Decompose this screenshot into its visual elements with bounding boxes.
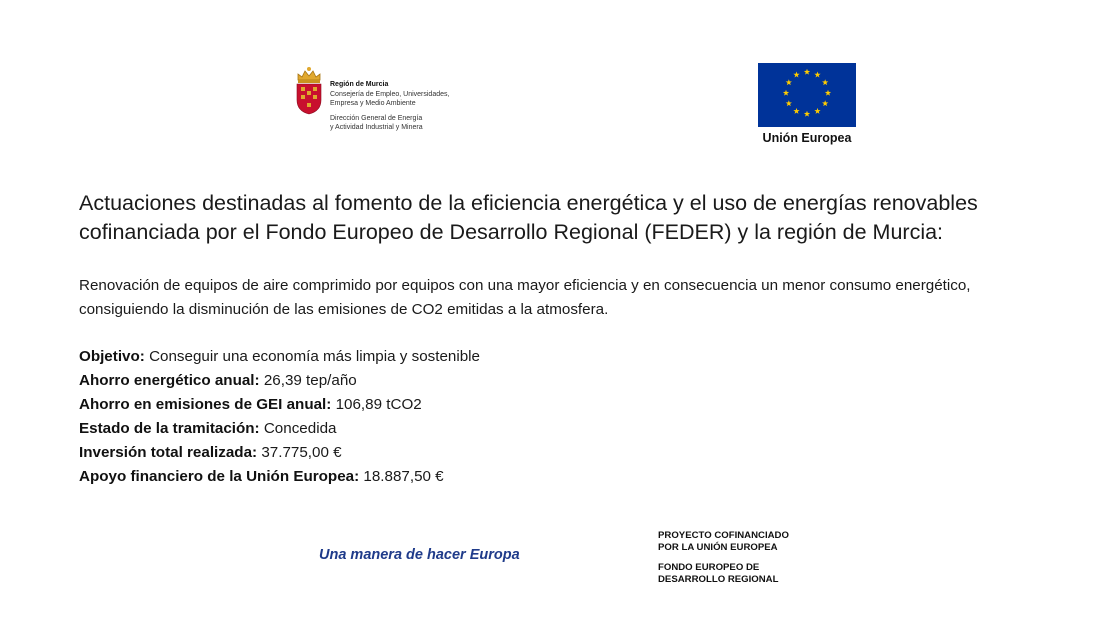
feder-line-3: FONDO EUROPEO DE xyxy=(658,562,760,573)
detail-label: Apoyo financiero de la Unión Europea: xyxy=(79,468,360,485)
consejeria-line-1: Consejería de Empleo, Universidades, xyxy=(330,90,450,98)
page-heading: Actuaciones destinadas al fomento de la eficiencia energética y el uso de energías renovables cofinanciada por el Fondo Europeo de Desarrollo Regional (FEDER) y la región de Murcia: xyxy=(79,191,978,244)
detail-row-ahorro-emisiones xyxy=(79,393,779,417)
detail-row-estado xyxy=(79,417,779,441)
detail-row-inversion xyxy=(79,441,779,465)
direccion-line-1: Dirección General de Energía xyxy=(330,114,423,122)
detail-label: Objetivo: xyxy=(79,348,145,365)
region-murcia-title: Región de Murcia xyxy=(330,81,389,88)
consejeria-line-2: Empresa y Medio Ambiente xyxy=(330,100,416,108)
feder-line-1: PROYECTO COFINANCIADO xyxy=(658,530,789,541)
detail-row-objetivo xyxy=(79,345,779,369)
region-murcia-logo xyxy=(294,64,464,140)
eu-flag-icon xyxy=(758,63,856,127)
detail-value: 18.887,50 € xyxy=(363,468,444,485)
detail-value: Conseguir una economía más limpia y sostenible xyxy=(149,348,480,365)
detail-label: Ahorro energético anual: xyxy=(79,372,260,389)
slogan: Una manera de hacer Europa xyxy=(319,547,520,563)
project-description: Renovación de equipos de aire comprimido por equipos con una mayor eficiencia y en consecuencia un menor consumo energético, consiguiendo la disminución de las emisiones de CO2 emitidas a la atmosfera. xyxy=(79,277,971,318)
detail-value: 106,89 tCO2 xyxy=(335,396,422,413)
detail-label: Inversión total realizada: xyxy=(79,444,258,461)
feder-text-block xyxy=(658,530,789,586)
region-murcia-text xyxy=(330,80,449,133)
detail-row-ahorro-energetico xyxy=(79,369,779,393)
detail-label: Estado de la tramitación: xyxy=(79,420,260,437)
feder-line-4: DESARROLLO REGIONAL xyxy=(658,574,779,585)
eu-logo xyxy=(758,63,856,147)
detail-label: Ahorro en emisiones de GEI anual: xyxy=(79,396,332,413)
eu-label: Unión Europea xyxy=(762,131,852,145)
feder-line-2: POR LA UNIÓN EUROPEA xyxy=(658,542,778,553)
detail-value: Concedida xyxy=(263,420,337,437)
detail-value: 26,39 tep/año xyxy=(263,372,357,389)
direccion-line-2: y Actividad Industrial y Minera xyxy=(330,124,423,132)
project-details xyxy=(79,345,779,489)
detail-value: 37.775,00 € xyxy=(261,444,342,461)
detail-row-apoyo-financiero xyxy=(79,465,779,489)
region-murcia-crest-icon xyxy=(294,64,324,116)
